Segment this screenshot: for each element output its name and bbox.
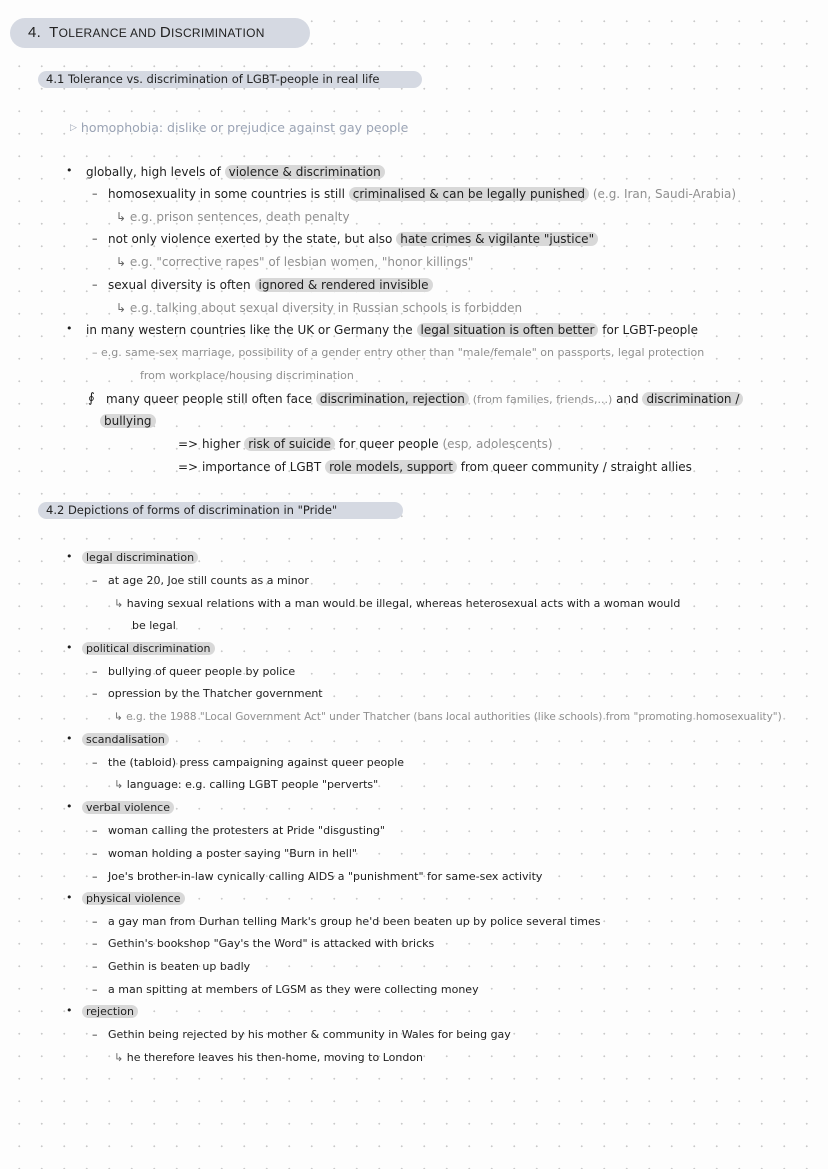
chapter-number: 4. (28, 24, 42, 41)
sub-item: ↳ having sexual relations with a man would be illegal, whereas heterosexual acts with a woman would (114, 597, 681, 610)
category-label: rejection (82, 1005, 138, 1018)
contrast-icon: ∮ (88, 391, 95, 406)
bullet-icon: • (66, 891, 73, 904)
hook-arrow-icon: ↳ (116, 301, 127, 315)
bullet-still-face: many queer people still often face discrimination, rejection (from families, friends,...) and discrimination / (106, 391, 743, 408)
result-role-models: => importance of LGBT role models, support from queer community / straight allies (178, 460, 692, 474)
dash-icon: – (92, 1028, 98, 1041)
category-rejection (82, 1004, 138, 1020)
dash-icon: – (92, 232, 98, 245)
highlight: bullying (100, 414, 156, 428)
dash-icon: – (92, 756, 98, 769)
bullet-icon: • (66, 800, 73, 813)
list-item: a gay man from Durhan telling Mark's group he'd been beaten up by police several times (108, 915, 601, 928)
dash-icon: – (92, 687, 98, 700)
highlight: criminalised & can be legally punished (349, 187, 589, 201)
category-scandal (82, 732, 169, 748)
bullet-western: in many western countries like the UK or Germany the legal situation is often better for LGBT-people (86, 323, 698, 337)
sub-item: ↳ language: e.g. calling LGBT people "perverts" (114, 778, 379, 791)
list-item: Gethin is beaten up badly (108, 960, 251, 973)
list-item: a man spitting at members of LGSM as they were collecting money (108, 983, 479, 996)
sub-item: ↳ e.g. the 1988 "Local Government Act" under Thatcher (bans local authorities (like schools) from "promoting homosexuality") (114, 711, 782, 723)
dash-icon: – (92, 915, 98, 928)
list-item: the (tabloid) press campaigning against queer people (108, 756, 405, 769)
chapter-heading: 4. TOLERANCE AND DISCRIMINATION (10, 18, 310, 48)
bullet-icon: • (66, 732, 73, 745)
item-hate-crimes: not only violence exerted by the state, but also hate crimes & vigilante "justice" (108, 231, 598, 247)
triangle-icon: ▷ (70, 123, 77, 133)
result-suicide: => higher risk of suicide for queer people (esp. adolescents) (178, 437, 553, 451)
section-4-2-title: 4.2 Depictions of forms of discrimination in "Pride" (38, 502, 403, 519)
hook-arrow-icon: ↳ (116, 255, 127, 269)
list-item: woman holding a poster saying "Burn in hell" (108, 847, 357, 860)
list-item: opression by the Thatcher government (108, 687, 323, 700)
dash-icon: – (92, 187, 98, 200)
highlight: ignored & rendered invisible (255, 278, 433, 292)
sub-item-cont: be legal (132, 619, 176, 632)
category-political (82, 641, 215, 657)
example-line-cont: from workplace/housing discrimination (140, 369, 354, 382)
definition-text: homophobia: dislike or prejudice against gay people (80, 120, 409, 135)
bullet-icon: • (66, 550, 73, 563)
hook-arrow-icon: ↳ (114, 1051, 124, 1064)
highlight: discrimination / (642, 392, 743, 406)
section-4-1-title: 4.1 Tolerance vs. discrimination of LGBT-people in real life (38, 71, 422, 88)
hook-arrow-icon: ↳ (114, 778, 124, 791)
list-item: Joe's brother-in-law cynically calling AIDS a "punishment" for same-sex activity (108, 870, 543, 883)
highlight: role models, support (325, 460, 457, 474)
highlight: risk of suicide (244, 437, 335, 451)
list-item: bullying of queer people by police (108, 665, 296, 678)
bullet-icon: • (66, 641, 73, 654)
hook-arrow-icon: ↳ (116, 210, 127, 224)
category-label: scandalisation (82, 733, 169, 746)
example-line: ↳ e.g. "corrective rapes" of lesbian women, "honor killings" (116, 255, 474, 269)
highlight: discrimination, rejection (316, 392, 469, 406)
item-criminalised: homosexuality in some countries is still criminalised & can be legally punished (e.g. Iran, Saudi-Arabia) (108, 187, 737, 201)
highlight: hate crimes & vigilante "justice" (396, 232, 598, 246)
hook-arrow-icon: ↳ (114, 711, 123, 723)
category-label: political discrimination (82, 642, 215, 655)
list-item: at age 20, Joe still counts as a minor (108, 574, 309, 587)
dash-icon: – (92, 847, 98, 860)
sub-item: ↳ he therefore leaves his then-home, moving to London (114, 1051, 424, 1064)
category-legal (82, 550, 198, 566)
list-item: woman calling the protesters at Pride "disgusting" (108, 824, 385, 837)
bullet-icon: • (66, 164, 73, 177)
category-physical (82, 891, 185, 907)
category-label: verbal violence (82, 801, 174, 814)
dash-icon: – (92, 960, 98, 973)
dash-icon: – (92, 824, 98, 837)
highlight: legal situation is often better (417, 323, 599, 337)
dash-icon: – (92, 574, 98, 587)
implies-arrow-icon: => (178, 460, 199, 474)
bullet-still-face-cont (100, 413, 156, 429)
example-line: ↳ e.g. talking about sexual diversity in Russian schools is forbidden (116, 301, 523, 315)
category-label: legal discrimination (82, 551, 198, 564)
category-verbal (82, 800, 174, 816)
definition-line (70, 120, 408, 136)
example-line: – e.g. same-sex marriage, possibility of a gender entry other than "male/female" on passports, legal protection (92, 346, 705, 359)
bullet-global: globally, high levels of violence & discrimination (86, 164, 385, 180)
implies-arrow-icon: => (178, 437, 199, 451)
dash-icon: – (92, 870, 98, 883)
hook-arrow-icon: ↳ (114, 597, 124, 610)
example-line: ↳ e.g. prison sentences, death penalty (116, 210, 350, 224)
highlight: violence & discrimination (225, 165, 385, 179)
dash-icon: – (92, 983, 98, 996)
item-invisible: sexual diversity is often ignored & rendered invisible (108, 277, 433, 293)
dash-icon: – (92, 937, 98, 950)
category-label: physical violence (82, 892, 185, 905)
list-item: Gethin being rejected by his mother & community in Wales for being gay (108, 1028, 511, 1041)
bullet-icon: • (66, 1004, 73, 1017)
list-item: Gethin's bookshop "Gay's the Word" is attacked with bricks (108, 937, 435, 950)
bullet-icon: • (66, 322, 73, 335)
dash-icon: – (92, 665, 98, 678)
dash-icon: – (92, 278, 98, 291)
